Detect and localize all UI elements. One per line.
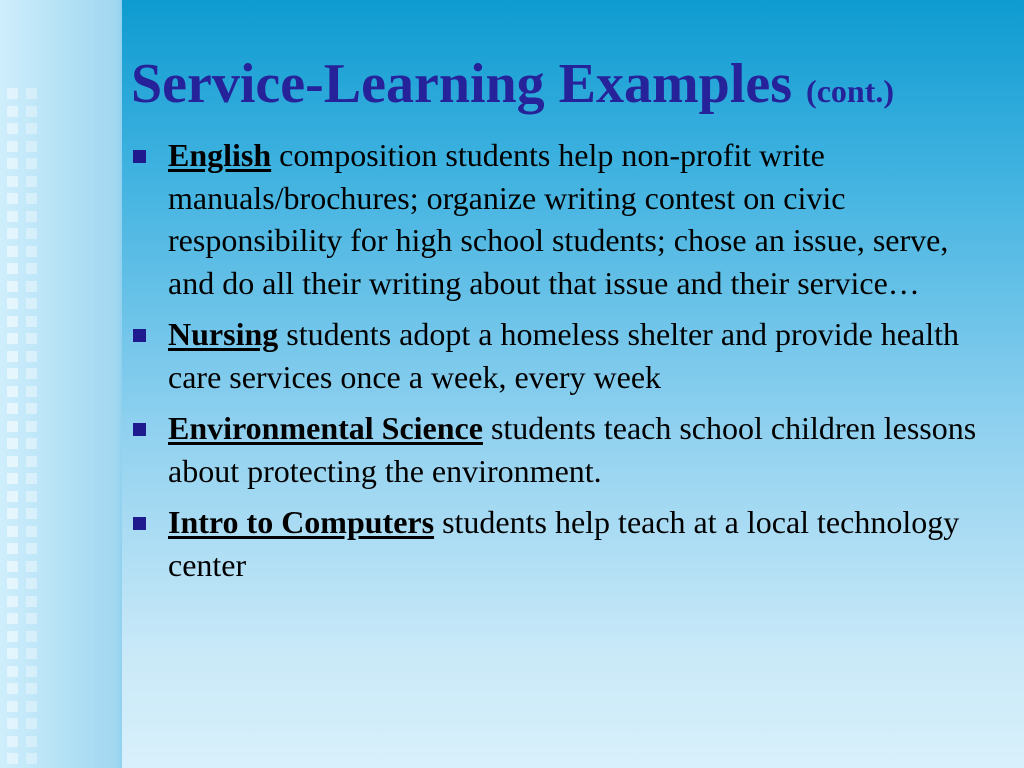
decorative-square [26, 386, 37, 397]
decorative-square [7, 561, 18, 572]
decorative-square [26, 508, 37, 519]
decorative-square [26, 753, 37, 764]
decorative-square [7, 596, 18, 607]
decorative-square [26, 351, 37, 362]
decorative-square [7, 526, 18, 537]
decorative-square [26, 683, 37, 694]
decorative-square [7, 316, 18, 327]
decorative-square [26, 88, 37, 99]
decorative-square [26, 281, 37, 292]
decorative-square [7, 123, 18, 134]
decorative-square [26, 176, 37, 187]
decorative-square [7, 351, 18, 362]
decorative-square [26, 228, 37, 239]
decorative-square [7, 281, 18, 292]
decorative-square [7, 88, 18, 99]
decorative-square [26, 648, 37, 659]
square-bullet-icon [133, 423, 146, 436]
decorative-square [26, 298, 37, 309]
decorative-square [26, 333, 37, 344]
bullet-subject: English [168, 137, 272, 173]
decorative-square [7, 648, 18, 659]
decorative-square [7, 176, 18, 187]
decorative-square [7, 753, 18, 764]
decorative-square [7, 158, 18, 169]
decorative-square [7, 141, 18, 152]
decorative-square [7, 298, 18, 309]
bullet-text: composition students help non-profit write manuals/brochures; organize writing contest on civic responsibility for high school students; chose an issue, serve, and do all their writing about that issue and their service… [168, 137, 949, 301]
left-decorative-strip [0, 0, 122, 768]
bullet-subject: Environmental Science [168, 410, 483, 446]
decorative-square [26, 123, 37, 134]
decorative-square [26, 158, 37, 169]
decorative-square [7, 613, 18, 624]
bullet-item-nursing [131, 313, 991, 398]
decorative-square [26, 473, 37, 484]
decorative-square [7, 211, 18, 222]
bullet-subject: Intro to Computers [168, 504, 435, 540]
title-text: Service-Learning Examples [131, 53, 793, 115]
decorative-square [7, 263, 18, 274]
decorative-square [26, 438, 37, 449]
decorative-square [26, 526, 37, 537]
decorative-square [7, 421, 18, 432]
bullet-item-environmental-science [131, 407, 991, 492]
decorative-square [26, 578, 37, 589]
title-suffix: (cont.) [806, 73, 895, 109]
decorative-square [26, 666, 37, 677]
decorative-square [26, 403, 37, 414]
square-bullet-icon [133, 517, 146, 530]
bullet-item-english [131, 134, 991, 304]
decorative-square [26, 491, 37, 502]
decorative-square [26, 613, 37, 624]
bullet-list [131, 134, 991, 595]
bullet-subject: Nursing [168, 316, 279, 352]
bullet-item-intro-to-computers [131, 501, 991, 586]
decorative-square [26, 701, 37, 712]
decorative-square [7, 438, 18, 449]
decorative-square [7, 193, 18, 204]
decorative-square [7, 631, 18, 642]
decorative-square [26, 106, 37, 117]
decorative-square [7, 333, 18, 344]
decorative-square [26, 368, 37, 379]
decorative-square [7, 368, 18, 379]
decorative-square [26, 631, 37, 642]
decorative-square [26, 596, 37, 607]
decorative-square [7, 578, 18, 589]
decorative-square [26, 316, 37, 327]
decorative-square [7, 666, 18, 677]
decorative-square [7, 701, 18, 712]
decorative-square [26, 736, 37, 747]
decorative-square [26, 421, 37, 432]
decorative-square [7, 508, 18, 519]
decorative-square [7, 106, 18, 117]
decorative-square [26, 211, 37, 222]
decorative-square [7, 718, 18, 729]
decorative-square [7, 736, 18, 747]
decorative-square [7, 228, 18, 239]
decorative-square [7, 456, 18, 467]
decorative-square [26, 543, 37, 554]
bullet-text: students adopt a homeless shelter and provide health care services once a week, every week [168, 316, 959, 395]
square-bullet-icon [133, 150, 146, 163]
decorative-square [26, 718, 37, 729]
decorative-square [26, 561, 37, 572]
decorative-square [26, 193, 37, 204]
decorative-square [7, 491, 18, 502]
decorative-square [7, 683, 18, 694]
square-bullet-icon [133, 329, 146, 342]
decorative-square [7, 403, 18, 414]
decorative-square [26, 141, 37, 152]
bullet-text: students help teach at a local technology center [168, 504, 960, 583]
decorative-square [26, 263, 37, 274]
decorative-square [7, 543, 18, 554]
decorative-square [7, 386, 18, 397]
decorative-square [26, 456, 37, 467]
decorative-square [26, 246, 37, 257]
decorative-square [7, 473, 18, 484]
bullet-text: students teach school children lessons about protecting the environment. [168, 410, 977, 489]
decorative-square [7, 246, 18, 257]
slide-title [131, 52, 894, 116]
